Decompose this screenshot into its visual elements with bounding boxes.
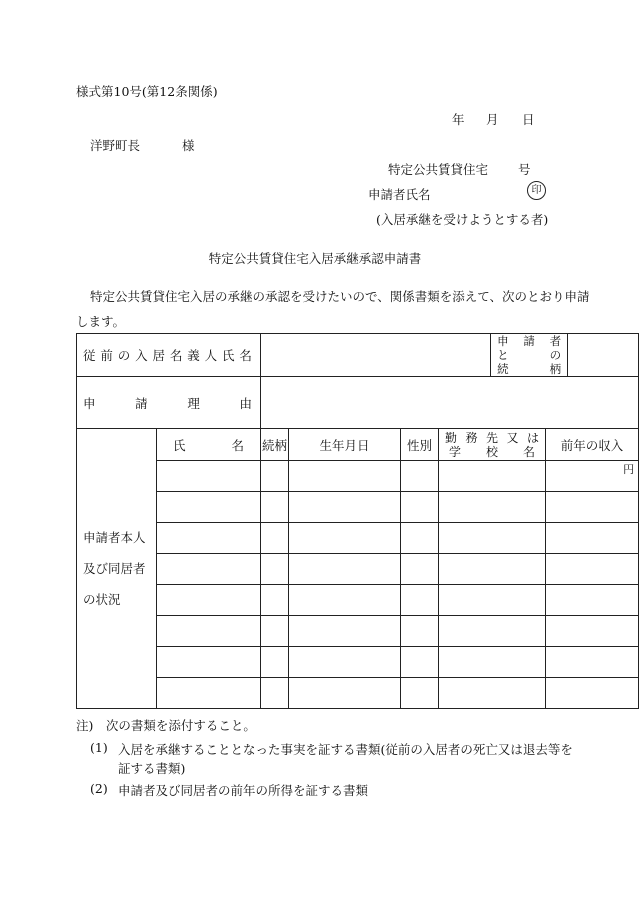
column-header-relation: 続柄 <box>261 429 289 461</box>
former-tenant-name-field[interactable] <box>261 334 491 377</box>
member-birthdate-field[interactable] <box>289 647 401 678</box>
member-name-field[interactable] <box>157 523 261 554</box>
member-income-field[interactable] <box>546 585 639 616</box>
member-name-field[interactable] <box>157 585 261 616</box>
member-workplace-field[interactable] <box>439 523 546 554</box>
table-row <box>77 585 639 616</box>
member-income-field[interactable] <box>546 647 639 678</box>
member-birthdate-field[interactable] <box>289 523 401 554</box>
member-name-field[interactable] <box>157 678 261 709</box>
member-income-field[interactable] <box>546 492 639 523</box>
member-gender-field[interactable] <box>401 492 439 523</box>
table-row <box>77 678 639 709</box>
column-header-workplace: 勤 務 先 又 は 学 校 名 <box>439 429 546 461</box>
yen-unit: 円 <box>623 463 635 476</box>
notes-heading: 注) 次の書類を添付すること。 <box>76 718 256 733</box>
date-year-label: 年 <box>452 112 465 127</box>
date-day-label: 日 <box>522 112 535 127</box>
note-item-1-line-2: 証する書類) <box>118 761 186 776</box>
member-birthdate-field[interactable] <box>289 554 401 585</box>
member-name-field[interactable] <box>157 492 261 523</box>
member-workplace-field[interactable] <box>439 616 546 647</box>
member-relation-field[interactable] <box>261 554 289 585</box>
table-row <box>77 616 639 647</box>
seal-mark: 印 <box>527 181 546 200</box>
table-row <box>77 647 639 678</box>
applicant-note: (入居承継を受けようとする者) <box>376 212 549 227</box>
former-tenant-label-cell: 従 前 の 入 居 名 義 人 氏 名 <box>77 334 261 377</box>
column-header-birthdate: 生年月日 <box>289 429 401 461</box>
note-item-2-text: 申請者及び同居者の前年の所得を証する書類 <box>118 783 369 798</box>
member-relation-field[interactable] <box>261 523 289 554</box>
member-gender-field[interactable] <box>401 461 439 492</box>
reason-label-cell: 申 請 理 由 <box>77 377 261 429</box>
table-row <box>77 492 639 523</box>
member-gender-field[interactable] <box>401 616 439 647</box>
column-header-name: 氏 名 <box>157 429 261 461</box>
note-item-2-number: (2) <box>90 781 108 796</box>
form-number: 様式第10号(第12条関係) <box>76 84 218 99</box>
note-item-1-number: (1) <box>90 740 108 755</box>
member-relation-field[interactable] <box>261 616 289 647</box>
member-workplace-field[interactable] <box>439 554 546 585</box>
member-relation-field[interactable] <box>261 647 289 678</box>
document-title: 特定公共賃貸住宅入居承継承認申請書 <box>208 251 422 266</box>
status-label-cell: 申請者本人 及び同居者 の状況 <box>77 429 157 709</box>
member-birthdate-field[interactable] <box>289 678 401 709</box>
table-row <box>77 523 639 554</box>
member-relation-field[interactable] <box>261 585 289 616</box>
member-income-field[interactable] <box>546 616 639 647</box>
application-table <box>76 333 639 709</box>
reason-field[interactable] <box>261 377 639 429</box>
column-header-gender: 性別 <box>401 429 439 461</box>
addressee: 洋野町長 <box>90 138 141 153</box>
member-name-field[interactable] <box>157 554 261 585</box>
member-birthdate-field[interactable] <box>289 461 401 492</box>
member-name-field[interactable] <box>157 647 261 678</box>
member-income-field[interactable] <box>546 523 639 554</box>
honorific: 様 <box>182 138 195 153</box>
housing-label: 特定公共賃貸住宅 <box>388 162 489 177</box>
intro-line-1: 特定公共賃貸住宅入居の承継の承認を受けたいので、関係書類を添えて、次のとおり申請 <box>90 289 590 304</box>
column-header-income: 前年の収入 <box>546 429 639 461</box>
member-workplace-field[interactable] <box>439 585 546 616</box>
member-name-field[interactable] <box>157 616 261 647</box>
member-gender-field[interactable] <box>401 678 439 709</box>
member-birthdate-field[interactable] <box>289 492 401 523</box>
member-income-field[interactable] <box>546 554 639 585</box>
member-birthdate-field[interactable] <box>289 616 401 647</box>
intro-line-2: します。 <box>76 314 126 329</box>
member-income-field[interactable] <box>546 678 639 709</box>
member-birthdate-field[interactable] <box>289 585 401 616</box>
table-row <box>77 461 639 492</box>
member-workplace-field[interactable] <box>439 678 546 709</box>
member-gender-field[interactable] <box>401 554 439 585</box>
note-item-1-line-1: 入居を承継することとなった事実を証する書類(従前の入居者の死亡又は退去等を <box>118 742 573 757</box>
member-relation-field[interactable] <box>261 492 289 523</box>
housing-number-suffix: 号 <box>518 162 531 177</box>
member-relation-field[interactable] <box>261 461 289 492</box>
member-workplace-field[interactable] <box>439 647 546 678</box>
date-month-label: 月 <box>486 112 499 127</box>
member-gender-field[interactable] <box>401 585 439 616</box>
relation-field[interactable] <box>568 334 639 377</box>
member-gender-field[interactable] <box>401 523 439 554</box>
member-gender-field[interactable] <box>401 647 439 678</box>
relation-label-cell: 申 請 者 と の 続 柄 <box>491 334 568 377</box>
member-workplace-field[interactable] <box>439 492 546 523</box>
applicant-name-label: 申請者氏名 <box>368 187 431 202</box>
member-relation-field[interactable] <box>261 678 289 709</box>
member-name-field[interactable] <box>157 461 261 492</box>
table-row <box>77 554 639 585</box>
member-workplace-field[interactable] <box>439 461 546 492</box>
member-income-field[interactable] <box>546 461 639 492</box>
